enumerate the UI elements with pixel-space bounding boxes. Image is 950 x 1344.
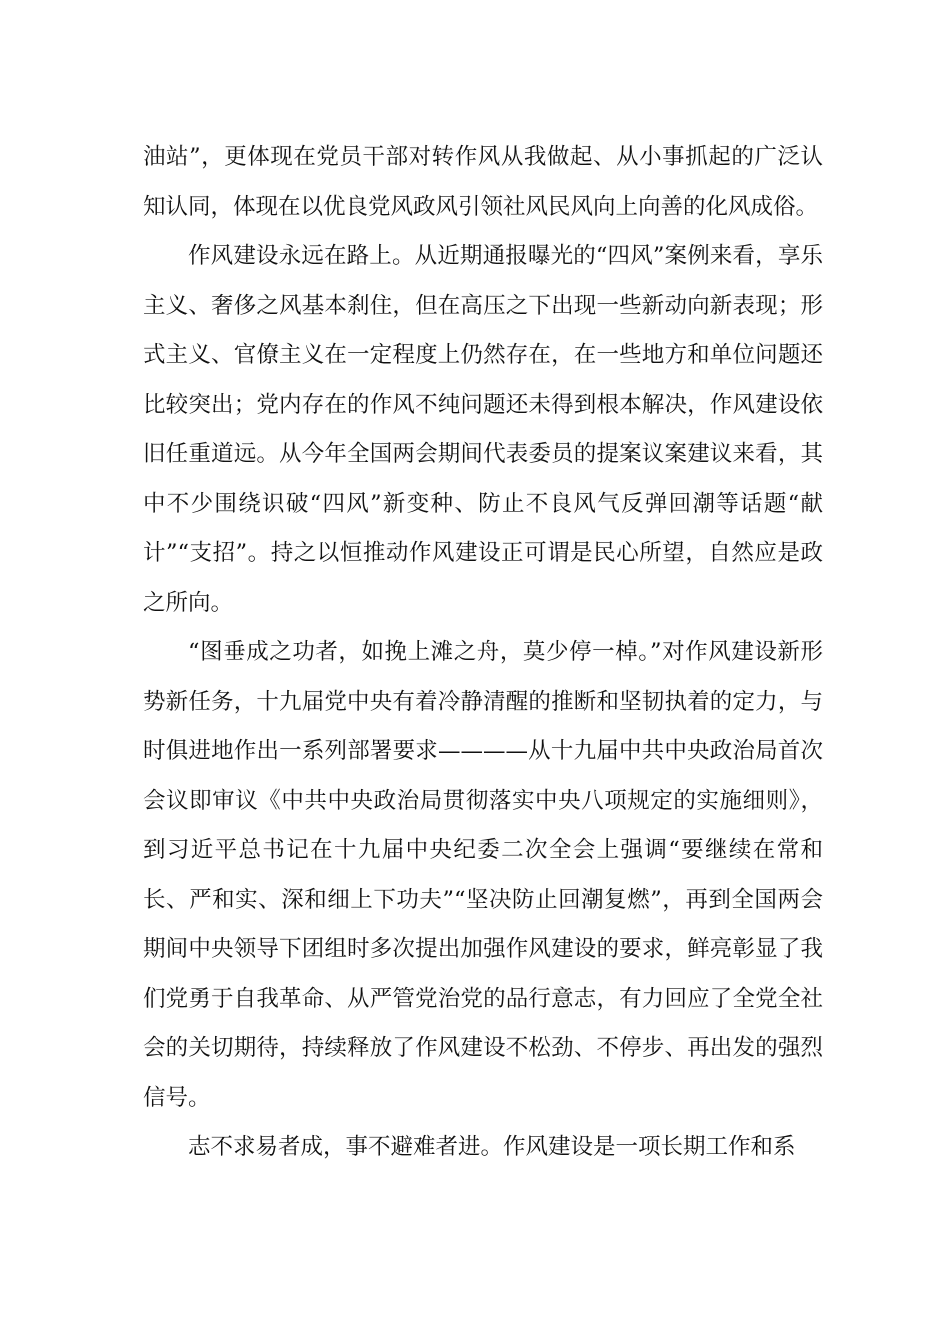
paragraph-party-deployment: “图垂成之功者，如挽上滩之舟，莫少停一棹。”对作风建设新形势新任务，十九届党中央有着冷静清醒的推断和坚韧执着的定力，与时俱进地作出一系列部署要求————从十九届中共中央政治局首次会议即审议《中共中央政治局贯彻落实中央八项规定的实施细则》，到习近平总书记在十九届中央纪委二次全会上强调“要继续在常和长、严和实、深和细上下功夫”“坚决防止回潮复燃”，再到全国两会期间中央领导下团组时多次提出加强作风建设的要求，鲜亮彰显了我们党勇于自我革命、从严管党治党的品行意志，有力回应了全党全社会的关切期待，持续释放了作风建设不松劲、不停步、再出发的强烈信号。	[143, 639, 823, 1111]
paragraph-long-term-work: 志不求易者成，事不避难者进。作风建设是一项长期工作和系	[188, 1134, 796, 1160]
paragraph-continuation: 油站”，更体现在党员干部对转作风从我做起、从小事抓起的广泛认知认同，体现在以优良党风政风引领社风民风向上向善的化风成俗。	[143, 144, 823, 220]
document-body	[143, 133, 823, 1173]
paragraph-style-building: 作风建设永远在路上。从近期通报曝光的“四风”案例来看，享乐主义、奢侈之风基本刹住，但在高压之下出现一些新动向新表现；形式主义、官僚主义在一定程度上仍然存在，在一些地方和单位问题还比较突出；党内存在的作风不纯问题还未得到根本解决，作风建设依旧任重道远。从今年全国两会期间代表委员的提案议案建议来看，其中不少围绕识破“四风”新变种、防止不良风气反弹回潮等话题“献计”“支招”。持之以恒推动作风建设正可谓是民心所望，自然应是政之所向。	[143, 243, 823, 616]
